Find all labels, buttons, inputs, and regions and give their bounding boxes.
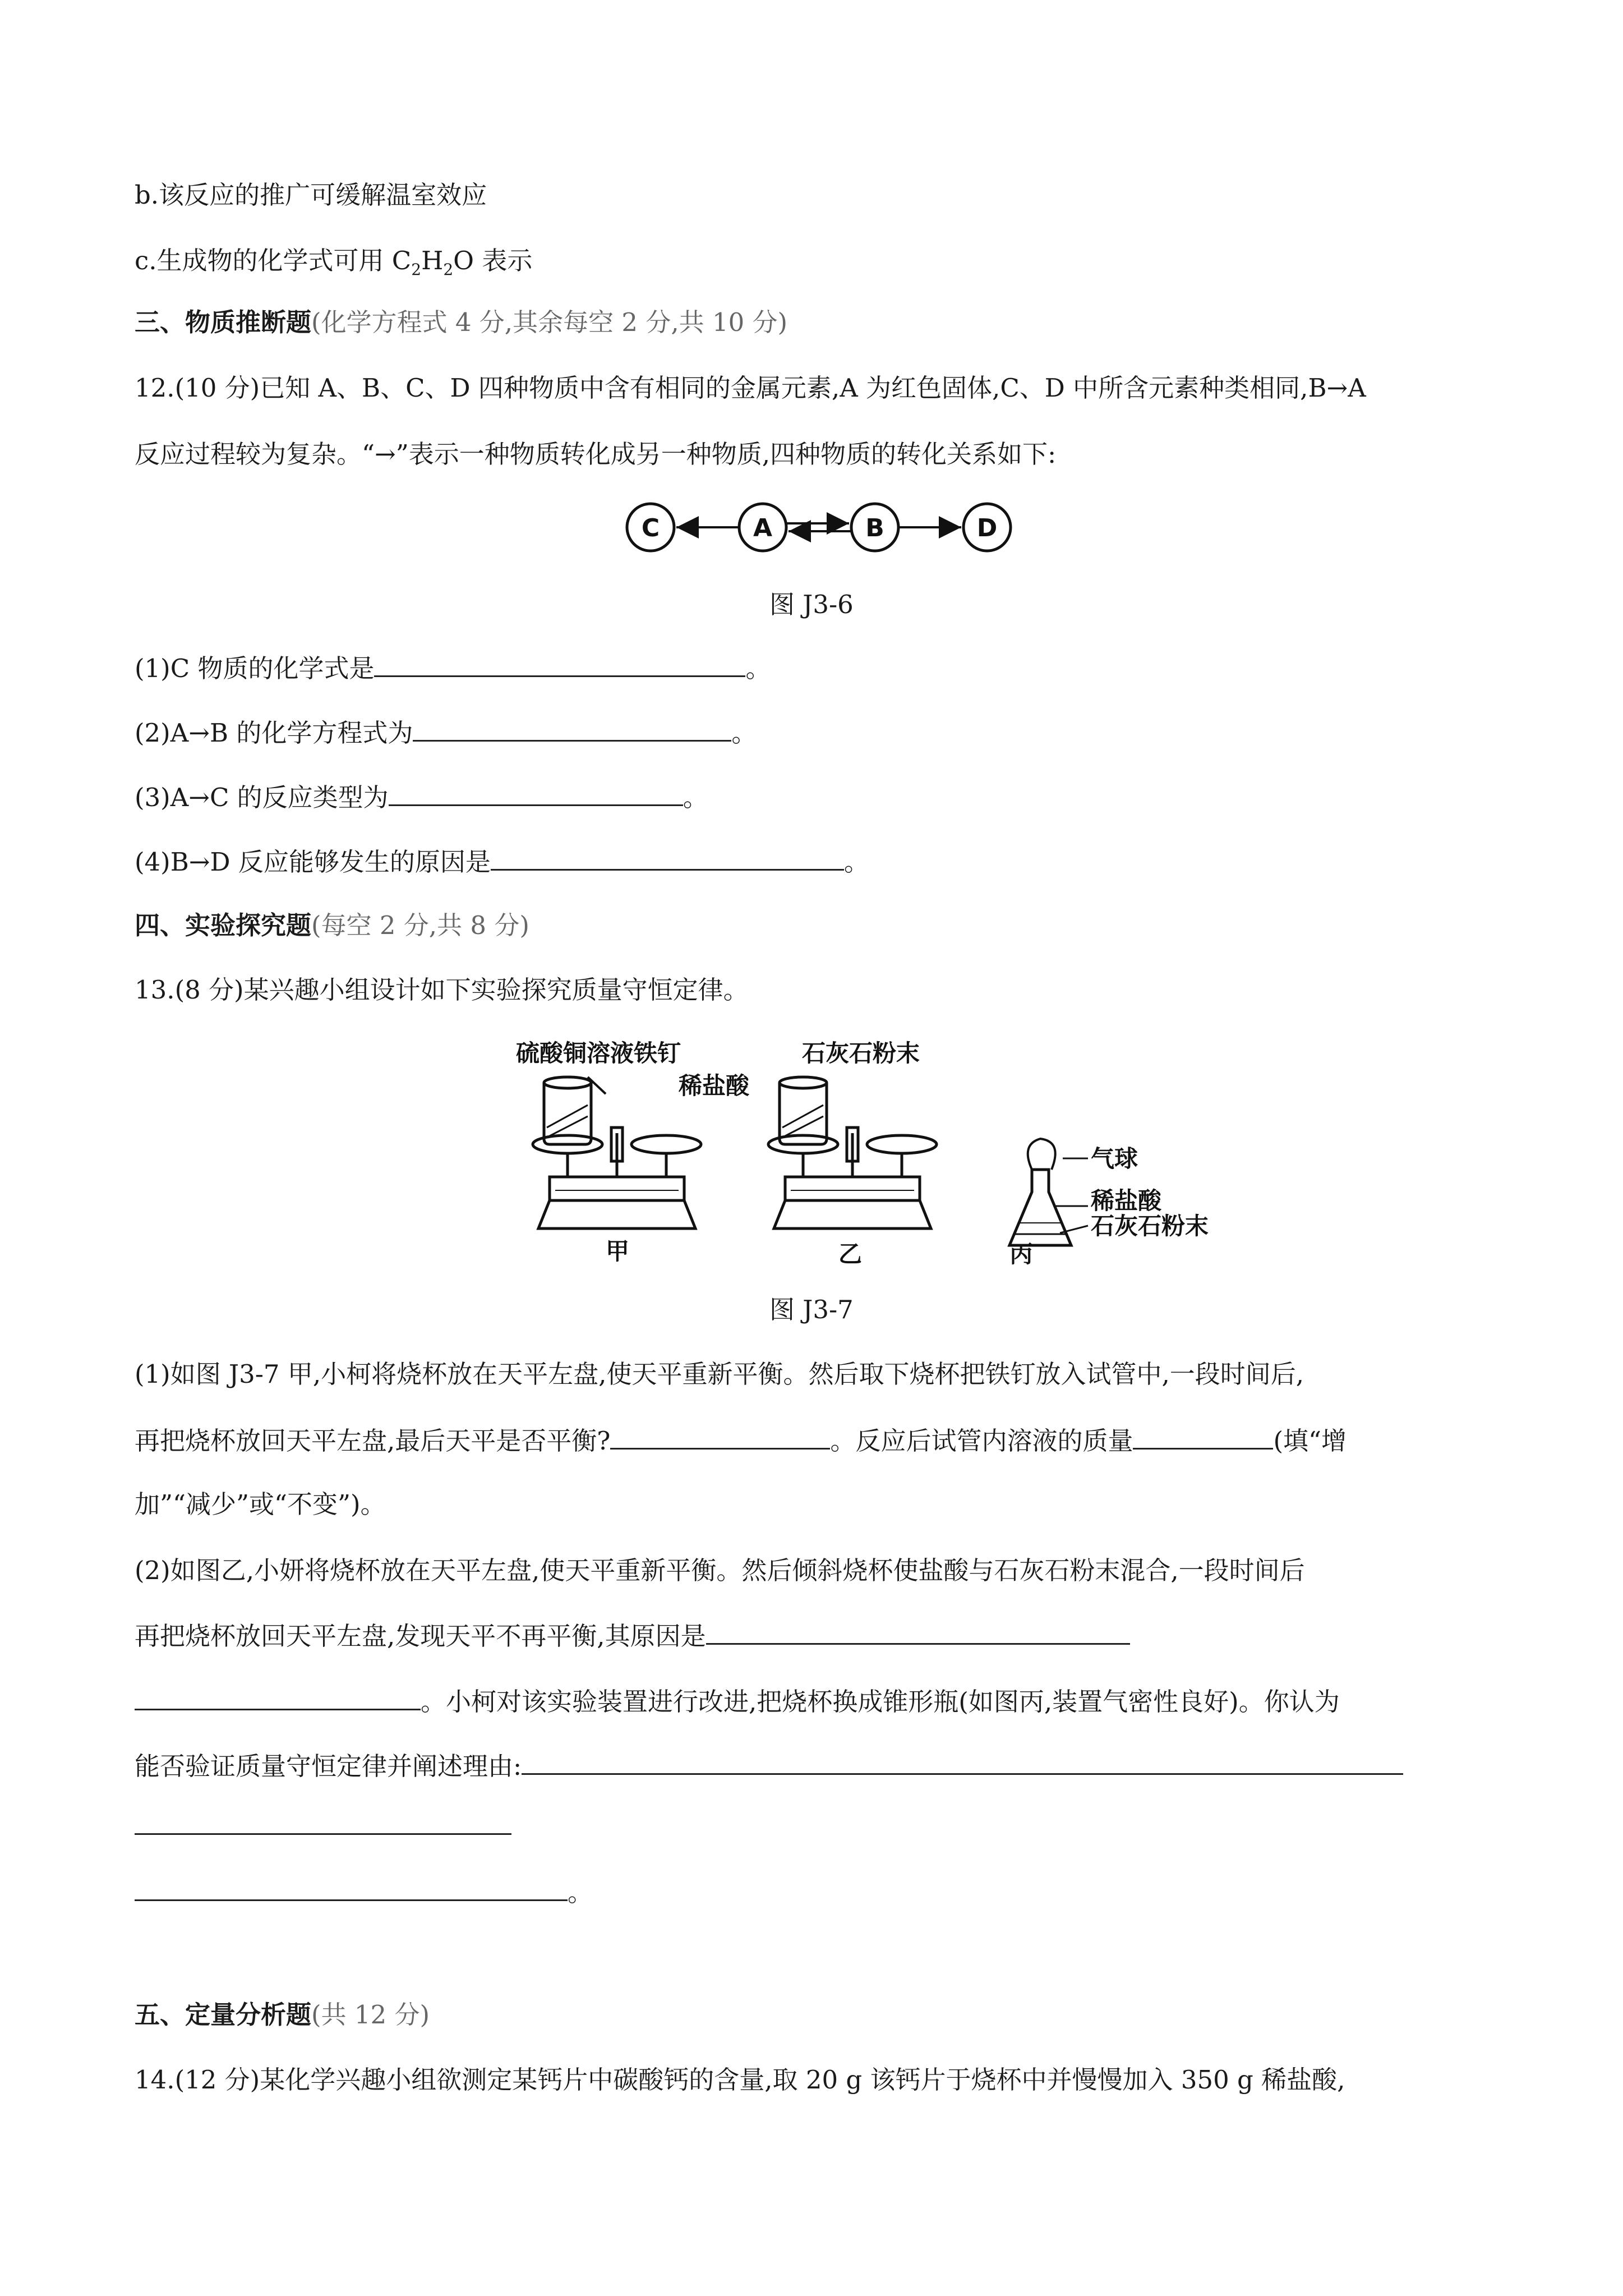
label-cuso4: 硫酸铜溶液 bbox=[516, 1039, 634, 1067]
q13-part2-line1: (2)如图乙,小妍将烧杯放在天平左盘,使天平重新平衡。然后倾斜烧杯使盐酸与石灰石粉末混合,一段时间后 bbox=[135, 1556, 1305, 1585]
balance-experiment-figure bbox=[516, 1032, 1223, 1273]
section-3-heading bbox=[135, 306, 787, 339]
period: 。 bbox=[568, 1878, 593, 1907]
figure-caption-j3-7: 图 J3-7 bbox=[769, 1295, 854, 1324]
answer-blank[interactable] bbox=[374, 651, 745, 677]
q13-part2-line3 bbox=[135, 1684, 1340, 1719]
label-caco3: 石灰石粉末 bbox=[802, 1039, 920, 1067]
answer-blank[interactable] bbox=[135, 1684, 421, 1710]
part-text: (4)B→D 反应能够发生的原因是 bbox=[135, 847, 491, 877]
subscript: 2 bbox=[411, 260, 422, 279]
part-text: 再把烧杯放回天平左盘,最后天平是否平衡? bbox=[135, 1426, 611, 1456]
section-title: 四、实验探究题 bbox=[135, 910, 312, 940]
section-title: 五、定量分析题 bbox=[135, 2000, 312, 2030]
label-balloon: 气球 bbox=[1091, 1145, 1138, 1172]
answer-blank[interactable] bbox=[706, 1618, 1130, 1645]
conversion-diagram bbox=[617, 496, 1021, 564]
q13-part1-line2 bbox=[135, 1423, 1347, 1458]
q13-part2-line2 bbox=[135, 1618, 1130, 1653]
label-caco3-flask: 石灰石粉末 bbox=[1091, 1212, 1209, 1240]
q12-part3 bbox=[135, 780, 708, 815]
option-c-text: H bbox=[421, 246, 444, 275]
part-text: 。小柯对该实验装置进行改进,把烧杯换成锥形瓶(如图丙,装置气密性良好)。你认为 bbox=[421, 1687, 1340, 1717]
option-c-text: c.生成物的化学式可用 C bbox=[135, 246, 412, 275]
q13-final-line bbox=[135, 1875, 593, 1910]
option-c-text: O 表示 bbox=[453, 246, 533, 275]
q12-part1 bbox=[135, 651, 771, 685]
answer-blank[interactable] bbox=[389, 780, 683, 806]
node-a-label: A bbox=[753, 514, 773, 542]
section-note: (化学方程式 4 分,其余每空 2 分,共 10 分) bbox=[311, 307, 788, 337]
q13-intro: 13.(8 分)某兴趣小组设计如下实验探究质量守恒定律。 bbox=[135, 975, 749, 1005]
q12-line2: 反应过程较为复杂。“→”表示一种物质转化成另一种物质,四种物质的转化关系如下: bbox=[135, 439, 1057, 469]
section-title: 三、物质推断题 bbox=[135, 307, 312, 337]
q12-part4 bbox=[135, 844, 869, 879]
label-hcl-flask: 稀盐酸 bbox=[1091, 1187, 1162, 1214]
subscript: 2 bbox=[443, 260, 454, 279]
q12-part2 bbox=[135, 715, 757, 750]
answer-blank[interactable] bbox=[135, 1875, 568, 1901]
answer-blank[interactable] bbox=[491, 844, 844, 871]
part-text: (1)C 物质的化学式是 bbox=[135, 654, 375, 683]
section-5-heading bbox=[135, 1998, 430, 2032]
part-text: 再把烧杯放回天平左盘,发现天平不再平衡,其原因是 bbox=[135, 1621, 706, 1651]
label-bing: 丙 bbox=[1009, 1240, 1034, 1268]
option-c bbox=[135, 244, 532, 278]
part-text: (3)A→C 的反应类型为 bbox=[135, 783, 389, 812]
conical-flask-bing bbox=[1009, 1139, 1088, 1245]
period: 。 bbox=[745, 654, 771, 683]
q13-part1-line3: 加”“减少”或“不变”)。 bbox=[135, 1489, 386, 1519]
label-jia: 甲 bbox=[606, 1237, 630, 1265]
q14-line1: 14.(12 分)某化学兴趣小组欲测定某钙片中碳酸钙的含量,取 20 g 该钙片于烧杯中并慢慢加入 350 g 稀盐酸, bbox=[135, 2065, 1345, 2095]
node-b-label: B bbox=[865, 514, 884, 542]
answer-blank[interactable] bbox=[610, 1423, 830, 1450]
label-yi: 乙 bbox=[838, 1240, 863, 1268]
part-text: 。反应后试管内溶液的质量 bbox=[830, 1426, 1133, 1456]
label-nail: 铁钉 bbox=[634, 1039, 681, 1067]
period: 。 bbox=[731, 718, 757, 748]
label-hcl: 稀盐酸 bbox=[679, 1072, 750, 1099]
part-text: (填“增 bbox=[1273, 1426, 1347, 1456]
option-b: b.该反应的推广可缓解温室效应 bbox=[135, 180, 487, 210]
part-text: (2)A→B 的化学方程式为 bbox=[135, 718, 413, 748]
q13-part2-line4 bbox=[135, 1749, 1403, 1783]
node-c-label: C bbox=[641, 514, 660, 542]
q13-part1-line1: (1)如图 J3-7 甲,小柯将烧杯放在天平左盘,使天平重新平衡。然后取下烧杯把铁钉放入试管中,一段时间后, bbox=[135, 1359, 1304, 1389]
balance-jia bbox=[533, 1077, 701, 1228]
answer-blank[interactable] bbox=[413, 715, 731, 742]
answer-blank[interactable] bbox=[522, 1749, 1403, 1775]
period: 。 bbox=[683, 783, 708, 812]
node-d-label: D bbox=[976, 514, 998, 542]
section-4-heading bbox=[135, 909, 529, 942]
answer-blank[interactable] bbox=[135, 1833, 511, 1835]
section-note: (每空 2 分,共 8 分) bbox=[311, 910, 529, 940]
section-note: (共 12 分) bbox=[311, 2000, 430, 2030]
answer-blank[interactable] bbox=[1133, 1423, 1273, 1450]
balance-yi bbox=[768, 1077, 937, 1228]
q12-line1: 12.(10 分)已知 A、B、C、D 四种物质中含有相同的金属元素,A 为红色固体,C、D 中所含元素种类相同,B→A bbox=[135, 373, 1366, 403]
period: 。 bbox=[843, 847, 869, 877]
part-text: 能否验证质量守恒定律并阐述理由: bbox=[135, 1751, 522, 1781]
figure-caption-j3-6: 图 J3-6 bbox=[769, 590, 854, 619]
